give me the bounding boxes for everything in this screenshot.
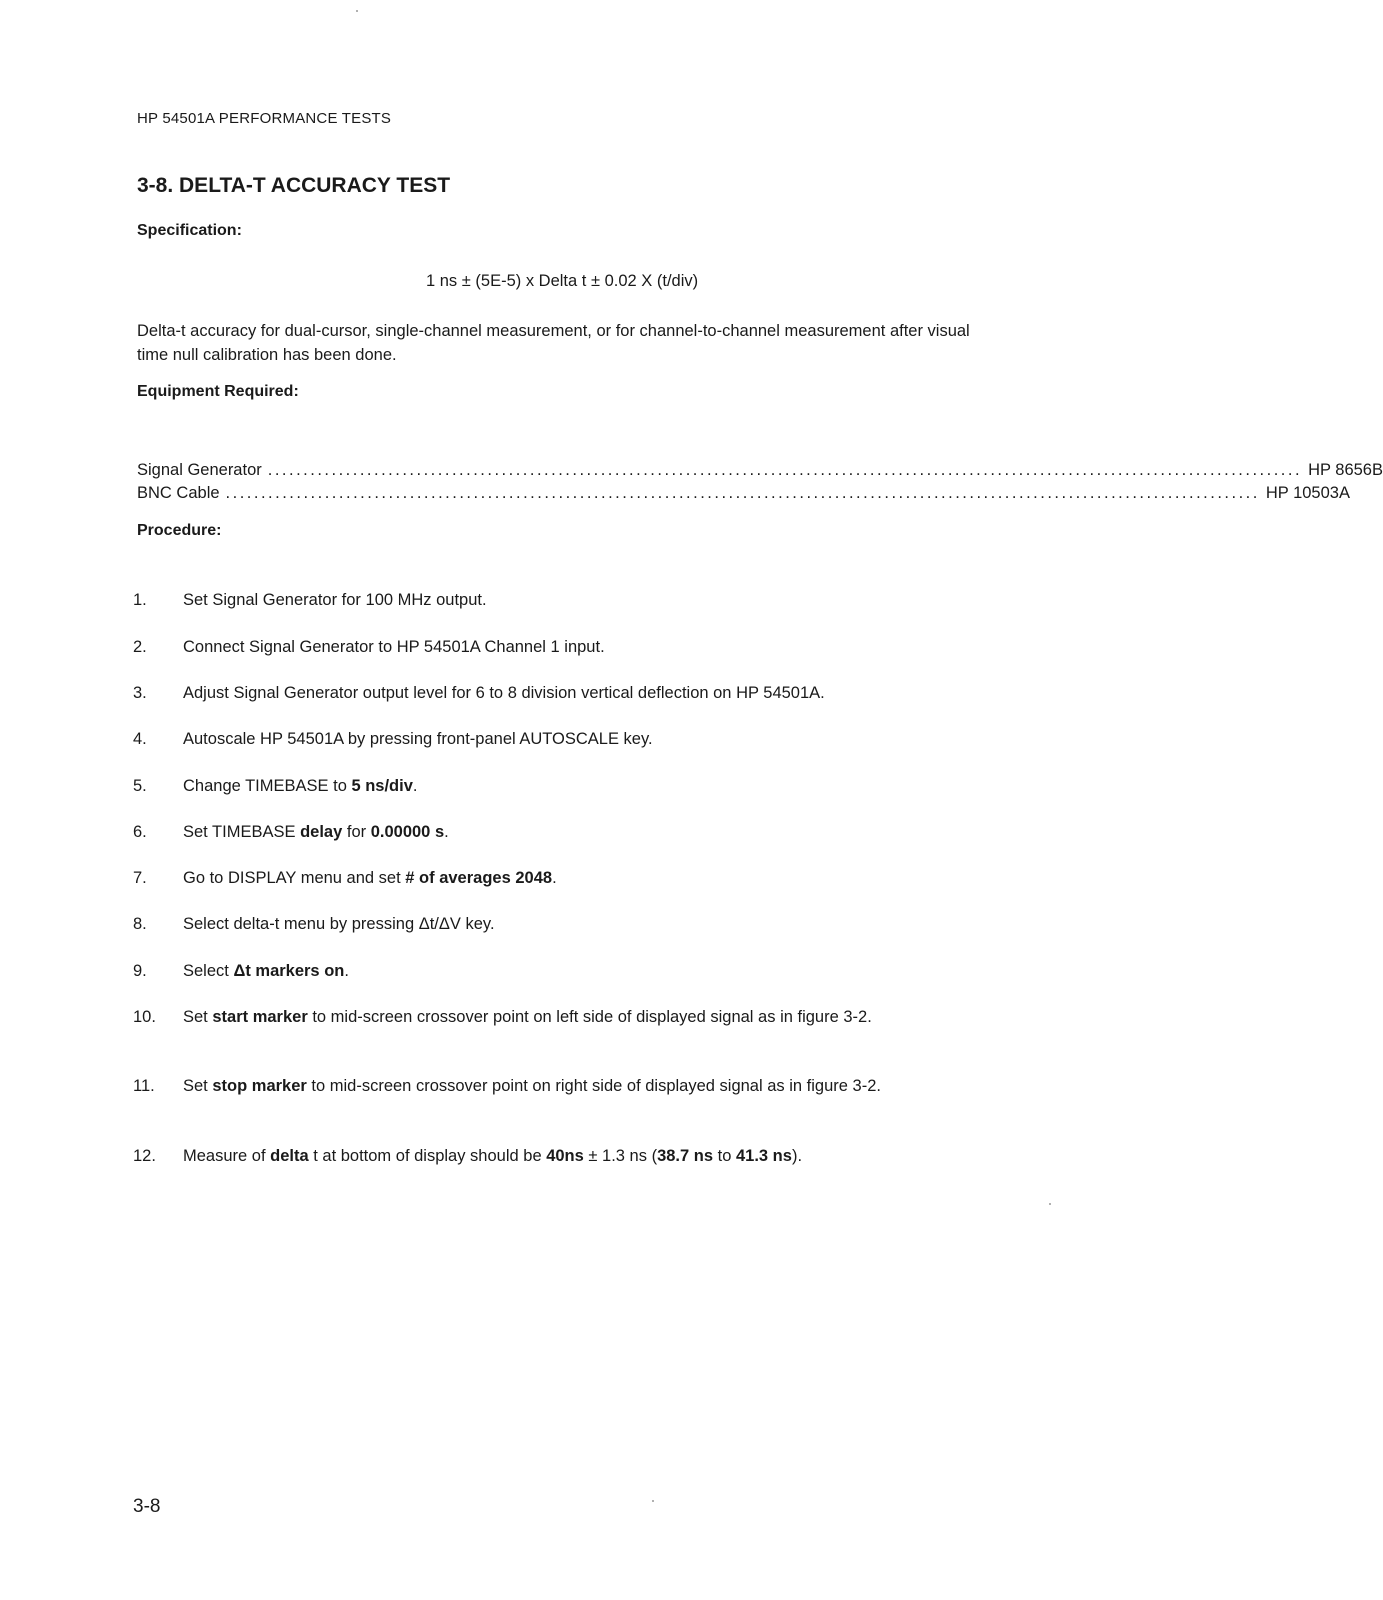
step-text: Autoscale HP 54501A by pressing front-panel AUTOSCALE key. (183, 730, 653, 748)
step-number: 9. (133, 962, 147, 980)
specification-heading: Specification: (137, 222, 242, 239)
step-text: Connect Signal Generator to HP 54501A Channel 1 input. (183, 638, 605, 656)
procedure-heading: Procedure: (137, 522, 222, 539)
equipment-name: Signal Generator (137, 461, 262, 479)
step-text: Set Signal Generator for 100 MHz output. (183, 591, 487, 609)
step-number: 2. (133, 638, 147, 656)
step-number: 10. (133, 1008, 156, 1026)
step-text: Adjust Signal Generator output level for 6 to 8 division vertical deflection on HP 54501A. (183, 684, 825, 702)
step-number: 3. (133, 684, 147, 702)
step-text: Select delta-t menu by pressing Δt/ΔV key. (183, 915, 495, 933)
step-number: 8. (133, 915, 147, 933)
step-text: Change TIMEBASE to 5 ns/div. (183, 777, 418, 795)
step-text: Set TIMEBASE delay for 0.00000 s. (183, 823, 449, 841)
step-number: 1. (133, 591, 147, 609)
specification-formula: 1 ns ± (5E-5) x Delta t ± 0.02 X (t/div) (426, 272, 699, 290)
step-text: Select Δt markers on. (183, 962, 349, 980)
equipment-name: BNC Cable (137, 484, 220, 502)
step-text: Set start marker to mid-screen crossover point on left side of displayed signal as in figure 3-2. (183, 1008, 872, 1026)
scan-speck (356, 10, 358, 12)
leader-dots: .................................................................................................................................................. (225, 484, 1260, 502)
specification-description: Delta-t accuracy for dual-cursor, single-channel measurement, or for channel-to-channel measurement after visual time null calibration has been done. (137, 322, 970, 364)
equipment-heading: Equipment Required: (137, 383, 299, 400)
equipment-model: HP 10503A (1265, 484, 1350, 502)
page-number: 3-8 (133, 1496, 161, 1517)
step-number: 5. (133, 777, 147, 795)
step-number: 12. (133, 1147, 156, 1165)
equipment-item-signal-generator (137, 456, 1383, 480)
section-title: 3-8. DELTA-T ACCURACY TEST (137, 174, 451, 197)
running-header: HP 54501A PERFORMANCE TESTS (137, 110, 392, 127)
scan-speck (652, 1500, 654, 1502)
equipment-item-bnc-cable (137, 479, 1350, 503)
scan-speck (1049, 1203, 1051, 1205)
step-number: 11. (133, 1077, 155, 1095)
step-text: Measure of delta t at bottom of display should be 40ns ± 1.3 ns (38.7 ns to 41.3 ns). (183, 1147, 803, 1165)
step-number: 6. (133, 823, 147, 841)
step-number: 7. (133, 869, 147, 887)
step-number: 4. (133, 730, 147, 748)
equipment-model: HP 8656B (1308, 461, 1383, 479)
step-text: Set stop marker to mid-screen crossover point on right side of displayed signal as in figure 3-2. (183, 1077, 881, 1095)
leader-dots: .................................................................................................................................................. (267, 461, 1303, 479)
step-text: Go to DISPLAY menu and set # of averages 2048. (183, 869, 557, 887)
